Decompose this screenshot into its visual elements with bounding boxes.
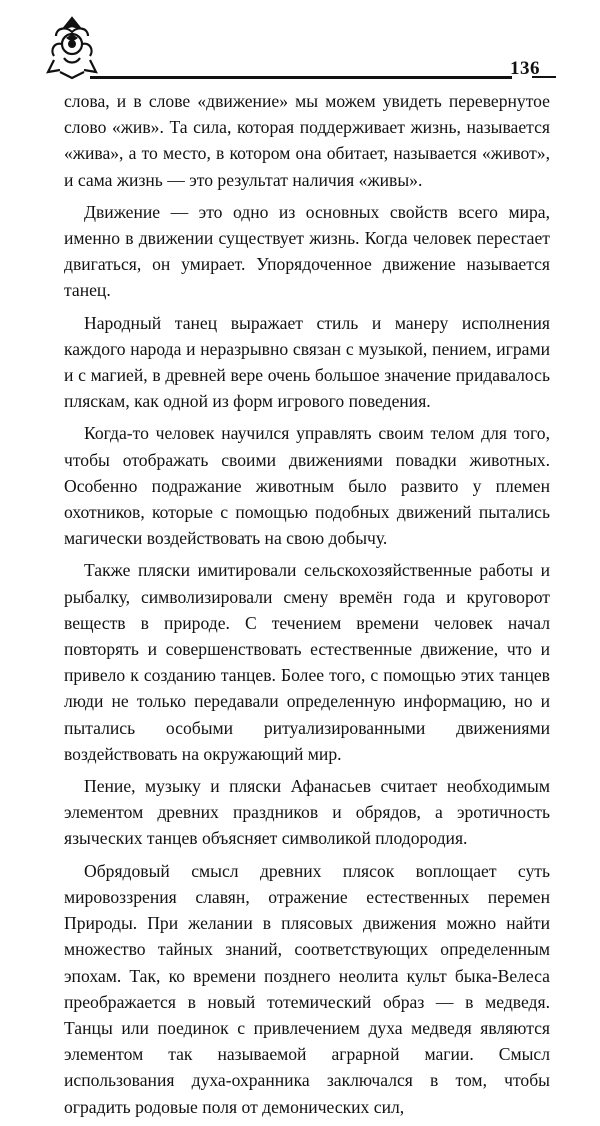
- paragraph: слова, и в слове «движение» мы можем увидеть перевернутое слово «жив». Та сила, которая поддерживает жизнь, называется «жива», а то место, в котором она обитает, называется «живот», и сама жизнь — это результат наличия «живы».: [64, 91, 550, 190]
- paragraph: Народный танец выражает стиль и манеру исполнения каждого народа и неразрывно связан с музыкой, пением, играми и с магией, в древней вере очень большое значение придавалось пляскам, как одной из форм игрового поведения.: [64, 312, 550, 412]
- paragraph: Также пляски имитировали сельскохозяйственные работы и рыбалку, символизировали смену времён года и круговорот веществ в природе. С течением времени человек начал повторять и совершенствовать естественные движение, что и привело к созданию танцев. Более того, с помощью этих танцев люди не только передавали определенную информацию, но и пытались особыми ритуализированными движениями воздействовать на окружающий мир.: [64, 560, 550, 764]
- page-number: 136: [510, 58, 540, 79]
- page-header: [44, 14, 558, 84]
- header-rule-tail: [532, 76, 556, 78]
- paragraph: Пение, музыку и пляски Афанасьев считает необходимым элементом древних праздников и обрядов, а эротичность языческих танцев объясняет символикой плодородия.: [64, 776, 550, 849]
- page-body: [64, 88, 550, 1126]
- paragraph: Обрядовый смысл древних плясок воплощает суть мировоззрения славян, отражение естественных перемен Природы. При желании в плясовых движения можно найти множество тайных знаний, соответствующих определенным эпохам. Так, ко времени позднего неолита культ быка-Велеса преображается в новый тотемический образ — в медведя. Танцы или поединок с привлечением духа медведя являются элементом так называемой аграрной магии. Смысл использования духа-охранника заключался в том, чтобы оградить родовые поля от демонических сил,: [64, 860, 550, 1117]
- paragraph: Когда-то человек научился управлять своим телом для того, чтобы отображать своими движениями повадки животных. Особенно подражание животным было развито у племен охотников, которые с помощью подобных движений пытались магически воздействовать на свою добычу.: [64, 423, 550, 549]
- slavic-ornament-icon: [44, 14, 100, 80]
- paragraph: Движение — это одно из основных свойств всего мира, именно в движении существует жизнь. Когда человек перестает двигаться, он умирает. Упорядоченное движение называется танец.: [64, 201, 550, 301]
- header-rule: [90, 76, 512, 79]
